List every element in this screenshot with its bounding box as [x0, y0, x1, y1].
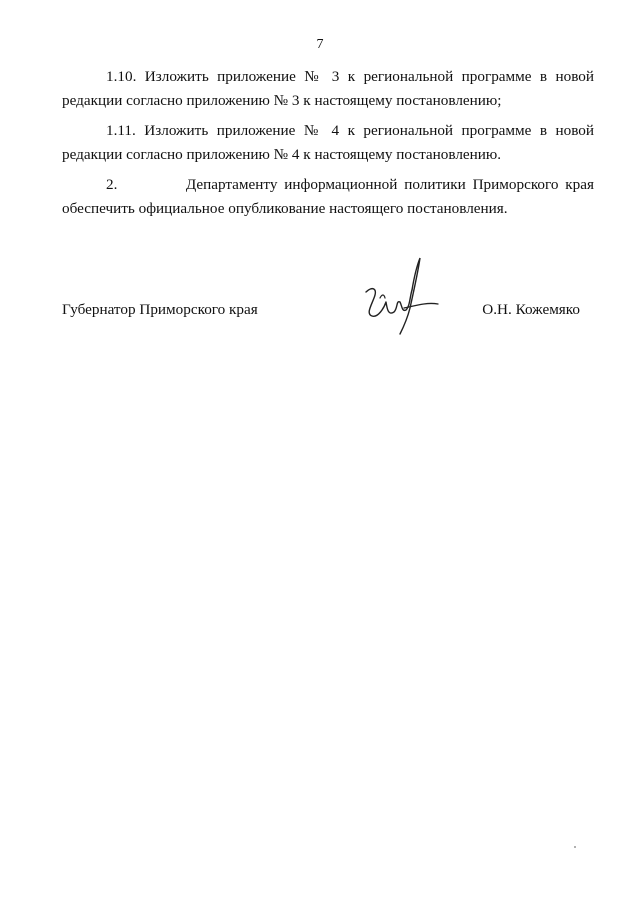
paragraph-number: 2. — [106, 176, 118, 193]
paragraph-1-11 — [62, 119, 594, 167]
document-body — [62, 65, 594, 227]
signatory-title: Губернатор Приморского края — [62, 301, 258, 318]
signature-block — [62, 300, 594, 330]
paragraph-number: 1.11. — [106, 122, 136, 139]
page-number: 7 — [316, 37, 324, 52]
paragraph-text: Изложить приложение № 3 к региональной программе в новой редакции согласно приложению № 3 к настоящему постановлению; — [62, 68, 595, 109]
paragraph-1-10 — [62, 65, 594, 113]
signatory-name: О.Н. Кожемяко — [482, 301, 580, 318]
paragraph-number: 1.10. — [106, 68, 137, 85]
paragraph-text: Департаменту информационной политики Приморского края обеспечить официальное опубликование настоящего постановления. — [62, 176, 594, 217]
paragraph-text: Изложить приложение № 4 к региональной программе в новой редакции согласно приложению № 4 к настоящему постановлению. — [62, 122, 595, 163]
paragraph-2 — [62, 173, 594, 221]
scan-speck — [574, 846, 576, 848]
handwritten-signature-icon — [358, 250, 448, 336]
